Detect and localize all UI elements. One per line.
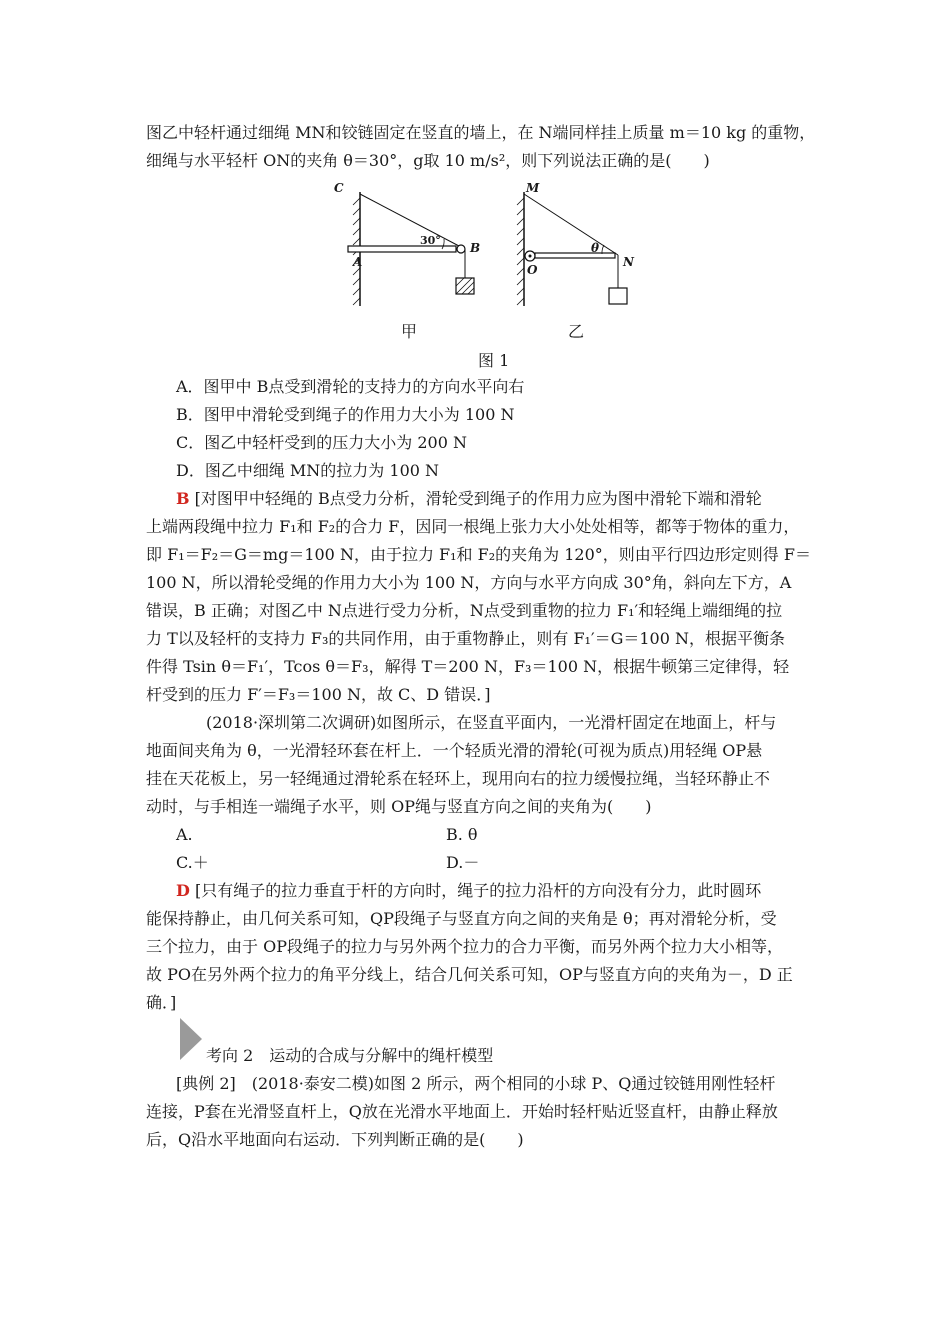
yi-weight [609, 288, 627, 304]
q2-option-d: D.－ [446, 853, 480, 872]
yi-rod [535, 253, 615, 258]
label-m: M [526, 181, 540, 195]
label-a: A [353, 255, 363, 269]
q1-answer: B [176, 489, 190, 508]
q2-explanation-line-5: 确．] [146, 993, 177, 1012]
jia-rope [360, 194, 459, 246]
example2-line-1: [典例 2] (2018·泰安二模)如图 2 所示，两个相同的小球 P、Q通过铰链用刚性轻杆 [176, 1074, 776, 1093]
q2-explanation-line-3: 三个拉力，由于 OP段绳子的拉力与另外两个拉力的合力平衡，而另外两个拉力大小相等， [146, 937, 783, 956]
q2-stem-line-2: 地面间夹角为 θ，一光滑轻环套在杆上．一个轻质光滑的滑轮(可视为质点)用轻绳 OP悬 [146, 741, 763, 760]
label-b: B [470, 241, 481, 255]
q1-explanation-line-3: 即 F₁＝F₂＝G＝mg＝100 N，由于拉力 F₁和 F₂的夹角为 120°，则由平行四边形定则得 F＝ [146, 545, 811, 564]
q1-explanation-line-8: 杆受到的压力 F′＝F₃＝100 N，故 C、D 错误．] [146, 685, 491, 704]
q1-option-b: B．图甲中滑轮受到绳子的作用力大小为 100 N [176, 405, 515, 424]
q2-option-c: C.＋ [176, 853, 209, 872]
q1-explanation-line-2: 上端两段绳中拉力 F₁和 F₂的合力 F，因同一根绳上张力大小处处相等，都等于物体的重力， [146, 517, 800, 536]
intro-line-2: 细绳与水平轻杆 ON的夹角 θ＝30°，g取 10 m/s²，则下列说法正确的是( ) [146, 151, 710, 170]
figure-jia-caption: 甲 [401, 322, 418, 341]
q2-stem-line-4: 动时，与手相连一端绳子水平，则 OP绳与竖直方向之间的夹角为( ) [146, 797, 652, 816]
section-arrow-icon [178, 1018, 204, 1060]
q2-explanation-line-2: 能保持静止，由几何关系可知，QP段绳子与竖直方向之间的夹角是 θ；再对滑轮分析，受 [146, 909, 777, 928]
q2-stem-line-3: 挂在天花板上，另一轻绳通过滑轮系在轻环上，现用向右的拉力缓慢拉绳，当轻环静止不 [146, 769, 771, 788]
q2-option-a: A. [176, 825, 193, 844]
jia-pulley [457, 245, 465, 253]
yi-wall-hatch [517, 198, 524, 305]
q1-option-c: C．图乙中轻杆受到的压力大小为 200 N [176, 433, 467, 452]
label-o: O [527, 263, 538, 277]
q1-explanation-line-4: 100 N，所以滑轮受绳的作用力大小为 100 N，方向与水平方向成 30°角，斜向左下方，A [146, 573, 792, 592]
figure-yi-caption: 乙 [568, 322, 585, 341]
figure-yi [510, 182, 650, 312]
q2-option-b: B. θ [446, 825, 478, 844]
q2-answer: D [176, 881, 190, 900]
q1-option-d: D．图乙中细绳 MN的拉力为 100 N [176, 461, 440, 480]
q1-explanation-line-5: 错误，B 正确；对图乙中 N点进行受力分析，N点受到重物的拉力 F₁′和轻绳上端细绳的拉 [146, 601, 783, 620]
q1-explanation-line-6: 力 T以及轻杆的支持力 F₃的共同作用，由于重物静止，则有 F₁′＝G＝100 N，根据平衡条 [146, 629, 786, 648]
figure-title: 图 1 [478, 351, 510, 370]
q2-stem-line-1: (2018·深圳第二次调研)如图所示，在竖直平面内，一光滑杆固定在地面上，杆与 [206, 713, 777, 732]
example2-line-2: 连接，P套在光滑竖直杆上，Q放在光滑水平地面上．开始时轻杆贴近竖直杆，由静止释放 [146, 1102, 778, 1121]
q1-explanation-line-7: 件得 Tsin θ＝F₁′，Tcos θ＝F₃，解得 T＝200 N，F₃＝100 N，根据牛顿第三定律得，轻 [146, 657, 790, 676]
label-theta: θ [591, 241, 600, 255]
q1-explanation-line-1: B [对图甲中轻绳的 B点受力分析，滑轮受到绳子的作用力应为图中滑轮下端和滑轮 [176, 489, 762, 508]
q2-explanation-line-1: D [只有绳子的拉力垂直于杆的方向时，绳子的拉力沿杆的方向没有分力，此时圆环 [176, 881, 762, 900]
example2-line-3: 后，Q沿水平地面向右运动．下列判断正确的是( ) [146, 1130, 524, 1149]
label-30deg: 30° [420, 234, 441, 247]
intro-line-1: 图乙中轻杆通过细绳 MN和铰链固定在竖直的墙上，在 N端同样挂上质量 m＝10 kg 的重物， [146, 123, 816, 142]
q2-explanation-line-4: 故 PO在另外两个拉力的角平分线上，结合几何关系可知，OP与竖直方向的夹角为－，D 正 [146, 965, 793, 984]
figure-jia [340, 182, 490, 312]
section-title: 考向 2 运动的合成与分解中的绳杆模型 [206, 1046, 494, 1065]
q1-option-a: A．图甲中 B点受到滑轮的支持力的方向水平向右 [176, 377, 525, 396]
label-n: N [623, 255, 634, 269]
label-c: C [334, 181, 344, 195]
